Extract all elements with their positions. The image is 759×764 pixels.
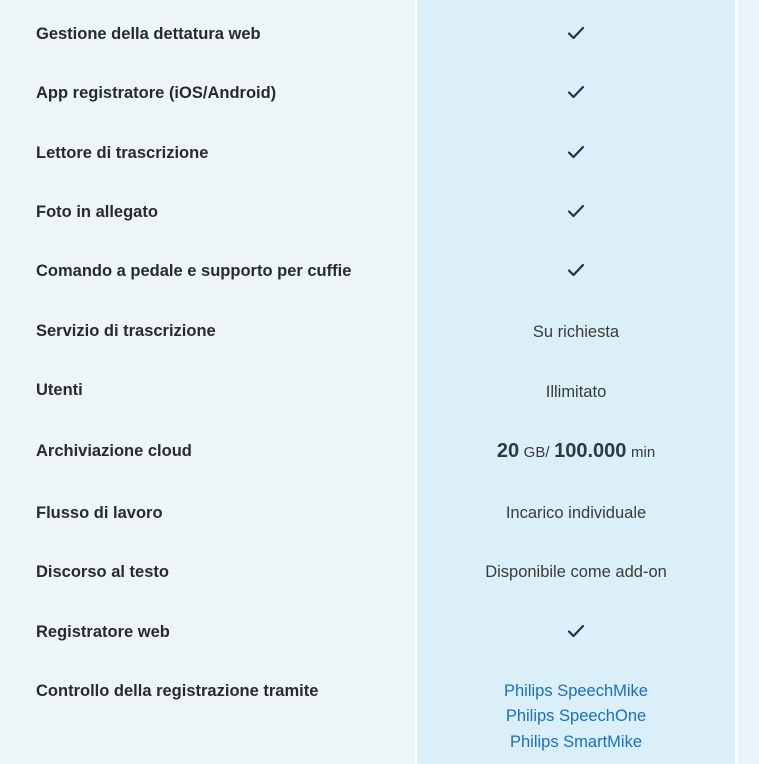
storage-minutes: 100.000 [554,440,627,462]
row-value-speech-to-text: Disponibile come add-on [485,563,667,581]
checkmark-icon [567,85,585,99]
next-plan-column [738,0,759,764]
row-label-web-recorder: Registratore web [36,623,170,641]
row-label-photo-attachment: Foto in allegato [36,203,158,221]
checkmark-icon [567,263,585,277]
row-label-foot-control: Comando a pedale e supporto per cuffie [36,262,352,280]
row-label-cloud-storage: Archiviazione cloud [36,442,192,460]
checkmark-icon [567,145,585,159]
row-label-speech-to-text: Discorso al testo [36,563,169,581]
row-value-cloud-storage [417,441,735,463]
checkmark-icon [567,204,585,218]
row-label-web-dictation: Gestione della dettatura web [36,25,261,43]
storage-amount: 20 [496,440,520,462]
row-label-transcription-player: Lettore di trascrizione [36,144,209,162]
link-philips-smartmike[interactable]: Philips SmartMike [509,733,643,751]
checkmark-icon [567,26,585,40]
storage-minutes-unit: min [631,444,656,461]
row-label-recorder-app: App registratore (iOS/Android) [36,84,277,102]
link-philips-speechone[interactable]: Philips SpeechOne [505,707,647,725]
link-philips-speechmike[interactable]: Philips SpeechMike [504,682,648,700]
row-value-transcription-service: Su richiesta [532,323,620,341]
row-value-users: Illimitato [545,383,607,401]
row-label-recording-control: Controllo della registrazione tramite [36,682,319,700]
row-label-transcription-service: Servizio di trascrizione [36,322,216,340]
storage-amount-unit: GB/ [523,444,550,461]
row-value-workflow: Incarico individuale [505,504,647,522]
row-label-workflow: Flusso di lavoro [36,504,163,522]
checkmark-icon [567,624,585,638]
row-label-users: Utenti [36,381,83,399]
